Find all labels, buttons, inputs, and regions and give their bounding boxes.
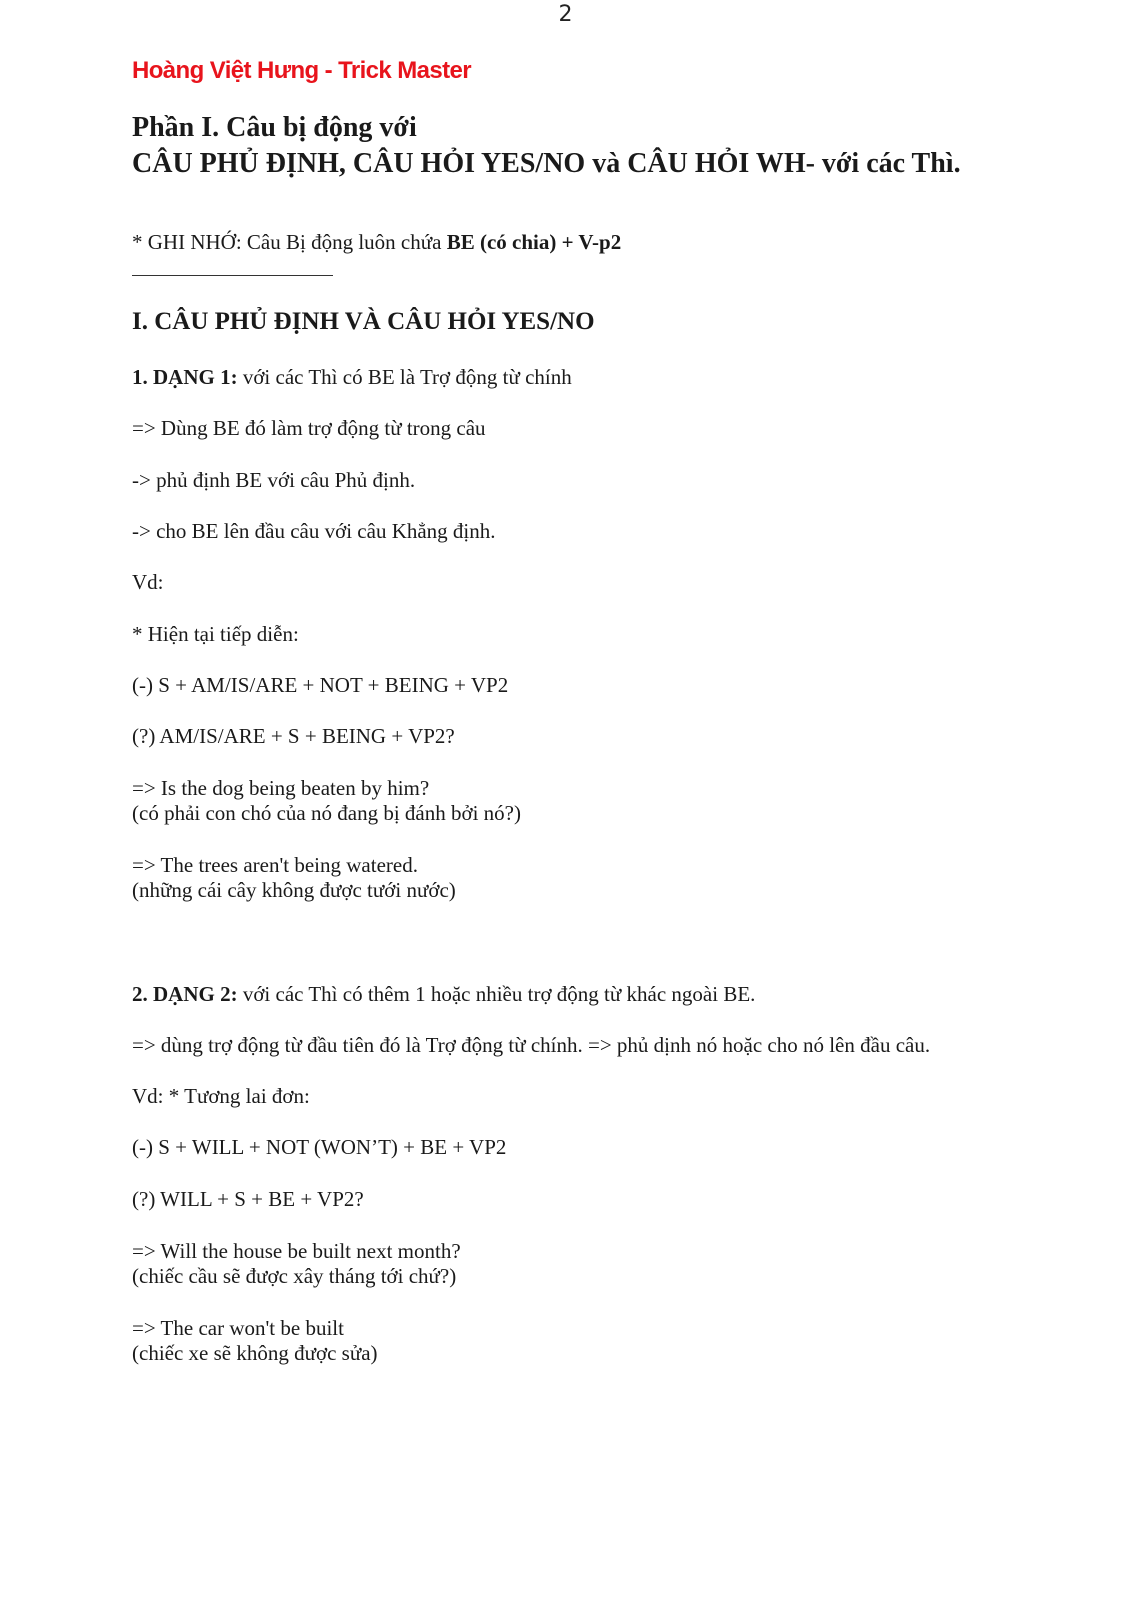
dang1-example-1: => Is the dog being beaten by him? <box>132 776 430 800</box>
dang2-example-1-translation: (chiếc cầu sẽ được xây tháng tới chứ?) <box>132 1264 457 1288</box>
dang1-rule-1: => Dùng BE đó làm trợ động từ trong câu <box>132 416 486 440</box>
page-number: 2 <box>558 2 573 27</box>
author-header: Hoàng Việt Hưng - Trick Master <box>132 57 472 84</box>
dang2-example-2: => The car won't be built <box>132 1316 344 1340</box>
section-heading: I. CÂU PHỦ ĐỊNH VÀ CÂU HỎI YES/NO <box>132 308 595 335</box>
memo-note <box>132 229 621 255</box>
dang2-q-formula: (?) WILL + S + BE + VP2? <box>132 1187 364 1211</box>
memo-note-prefix: * GHI NHỚ: Câu Bị động luôn chứa <box>132 230 447 254</box>
dang1-rule-2: -> phủ định BE với câu Phủ định. <box>132 468 416 492</box>
dang2-neg-formula: (-) S + WILL + NOT (WON’T) + BE + VP2 <box>132 1135 507 1159</box>
dang1-vd: Vd: <box>132 570 164 594</box>
page-title <box>132 110 961 182</box>
dang2-rule: => dùng trợ động từ đầu tiên đó là Trợ động từ chính. => phủ dịnh nó hoặc cho nó lên đầu câu. <box>132 1033 931 1057</box>
dang2-text: với các Thì có thêm 1 hoặc nhiều trợ động từ khác ngoài BE. <box>237 982 756 1006</box>
memo-note-bold: BE (có chia) + V-p2 <box>446 230 622 254</box>
dang1-example-1-translation: (có phải con chó của nó đang bị đánh bởi nó?) <box>132 801 521 825</box>
dang2-heading <box>132 981 755 1007</box>
dang1-neg-formula: (-) S + AM/IS/ARE + NOT + BEING + VP2 <box>132 673 509 697</box>
dang1-example-2: => The trees aren't being watered. <box>132 853 418 877</box>
dang1-label: 1. DẠNG 1: <box>132 365 238 389</box>
dang1-example-2-translation: (những cái cây không được tưới nước) <box>132 878 456 902</box>
title-line-2: CÂU PHỦ ĐỊNH, CÂU HỎI YES/NO và CÂU HỎI WH- với các Thì. <box>132 148 961 179</box>
dang2-example-2-translation: (chiếc xe sẽ không được sửa) <box>132 1341 378 1365</box>
dang1-q-formula: (?) AM/IS/ARE + S + BEING + VP2? <box>132 724 455 748</box>
dang1-heading <box>132 364 572 390</box>
dang1-tense: * Hiện tại tiếp diễn: <box>132 622 299 646</box>
dang2-vd: Vd: * Tương lai đơn: <box>132 1084 310 1108</box>
dang2-example-1: => Will the house be built next month? <box>132 1239 461 1263</box>
dang1-rule-3: -> cho BE lên đầu câu với câu Khẳng định. <box>132 519 496 543</box>
dang2-label: 2. DẠNG 2: <box>132 982 238 1006</box>
dang1-text: với các Thì có BE là Trợ động từ chính <box>237 365 572 389</box>
title-line-1: Phần I. Câu bị động với <box>132 112 417 143</box>
divider <box>132 275 333 276</box>
